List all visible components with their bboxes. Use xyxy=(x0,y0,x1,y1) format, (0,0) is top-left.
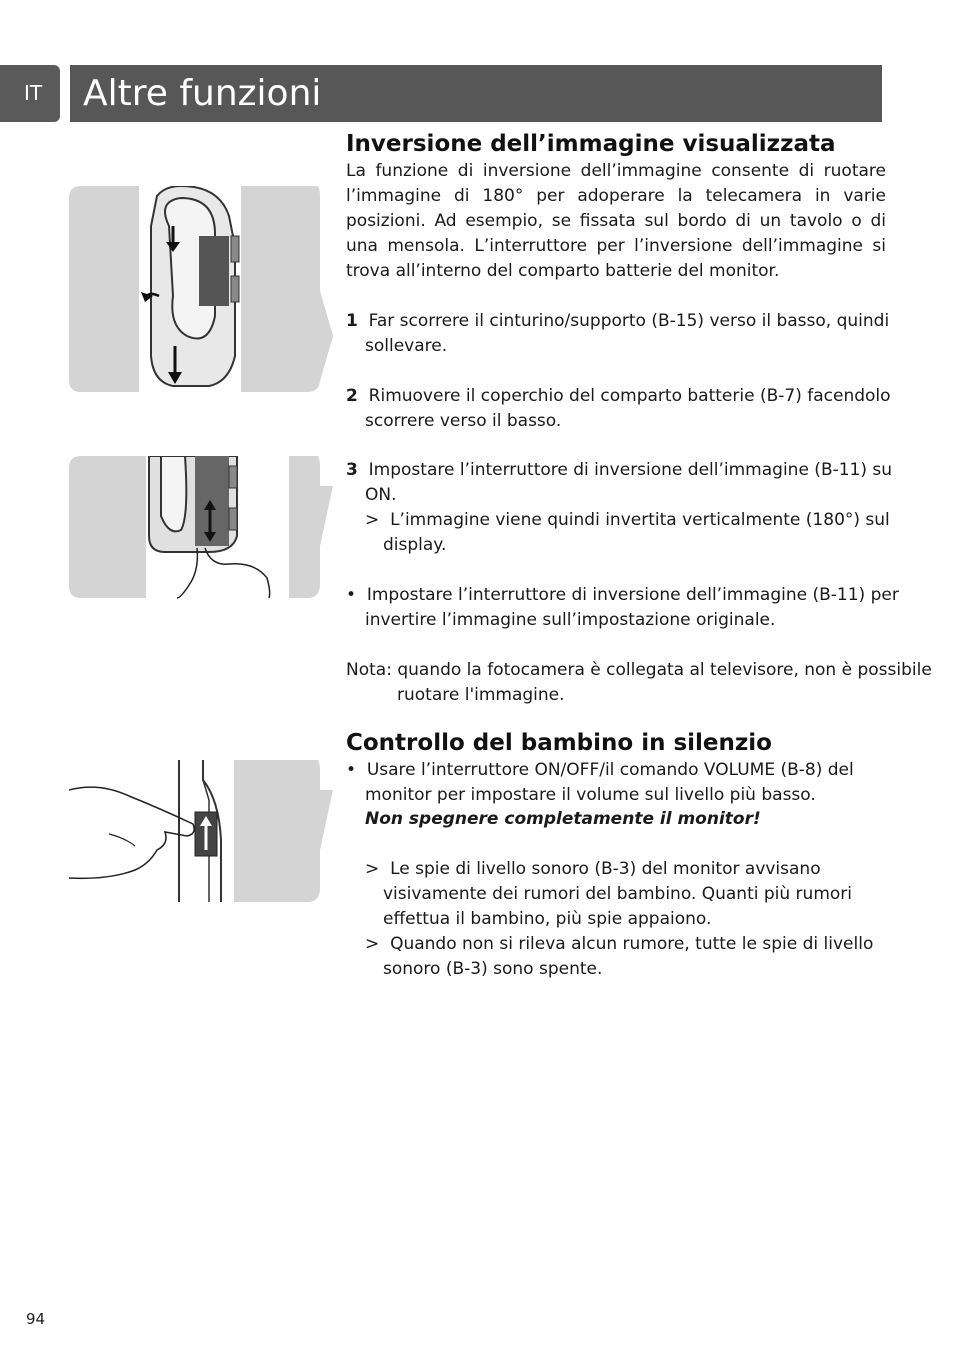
language-tab: IT xyxy=(0,65,60,122)
section-heading-image-inversion: Inversione dell’immagine visualizzata xyxy=(346,131,836,157)
step-1 xyxy=(346,309,905,359)
page-title: Altre funzioni xyxy=(70,65,882,122)
step-text: Far scorrere il cinturino/supporto (B-15) verso il basso, quindi sollevare. xyxy=(365,311,890,356)
warning-text xyxy=(346,807,905,832)
step-number: 1 xyxy=(346,311,358,331)
figure-battery-switch xyxy=(69,456,333,599)
bullet-restore xyxy=(346,583,905,633)
step-number: 3 xyxy=(346,460,358,480)
step-text: Impostare l’interruttore di inversione dell’immagine (B-11) su ON. xyxy=(365,460,893,505)
note: Nota: quando la fotocamera è collegata al televisore, non è possibile ruotare l'immagine. xyxy=(346,660,932,705)
section-heading-silent-monitoring: Controllo del bambino in silenzio xyxy=(346,730,772,756)
bullet-marker: • xyxy=(346,585,357,605)
section1-intro: La funzione di inversione dell’immagine consente di ruotare l’immagine di 180° per adoperare la telecamera in varie posizioni. Ad esempio, se fissata sul bordo di un tavolo o di una mensola. L’interruttore per l’inversione dell’immagine si trova all’interno del comparto batterie del monitor. xyxy=(346,161,886,281)
result-marker: > xyxy=(365,934,380,954)
result-item xyxy=(346,857,923,932)
page-number: 94 xyxy=(26,1310,46,1328)
step-3 xyxy=(346,458,905,508)
bullet-text: Impostare l’interruttore di inversione dell’immagine (B-11) per invertire l’immagine sull’impostazione originale. xyxy=(365,585,899,630)
step-text: Rimuovere il coperchio del comparto batterie (B-7) facendolo scorrere verso il basso. xyxy=(365,386,891,431)
bullet-marker: • xyxy=(346,760,357,780)
figure-volume-control xyxy=(69,760,333,903)
step-number: 2 xyxy=(346,386,358,406)
result-item xyxy=(346,932,923,982)
step-2 xyxy=(346,384,905,434)
bullet-volume xyxy=(346,758,905,808)
result-marker: > xyxy=(365,510,380,530)
figure-belt-clip xyxy=(69,186,333,393)
warning-label: Non spegnere completamente il monitor! xyxy=(365,809,761,829)
result-marker: > xyxy=(365,859,380,879)
result-text: Quando non si rileva alcun rumore, tutte le spie di livello sonoro (B-3) sono spente. xyxy=(383,934,874,979)
result-text: L’immagine viene quindi invertita verticalmente (180°) sul display. xyxy=(383,510,890,555)
step-3-result xyxy=(346,508,923,558)
bullet-text: Usare l’interruttore ON/OFF/il comando VOLUME (B-8) del monitor per impostare il volume sul livello più basso. xyxy=(365,760,854,805)
result-text: Le spie di livello sonoro (B-3) del monitor avvisano visivamente dei rumori del bambino. Quanti più rumori effettua il bambino, più spie appaiono. xyxy=(383,859,852,929)
